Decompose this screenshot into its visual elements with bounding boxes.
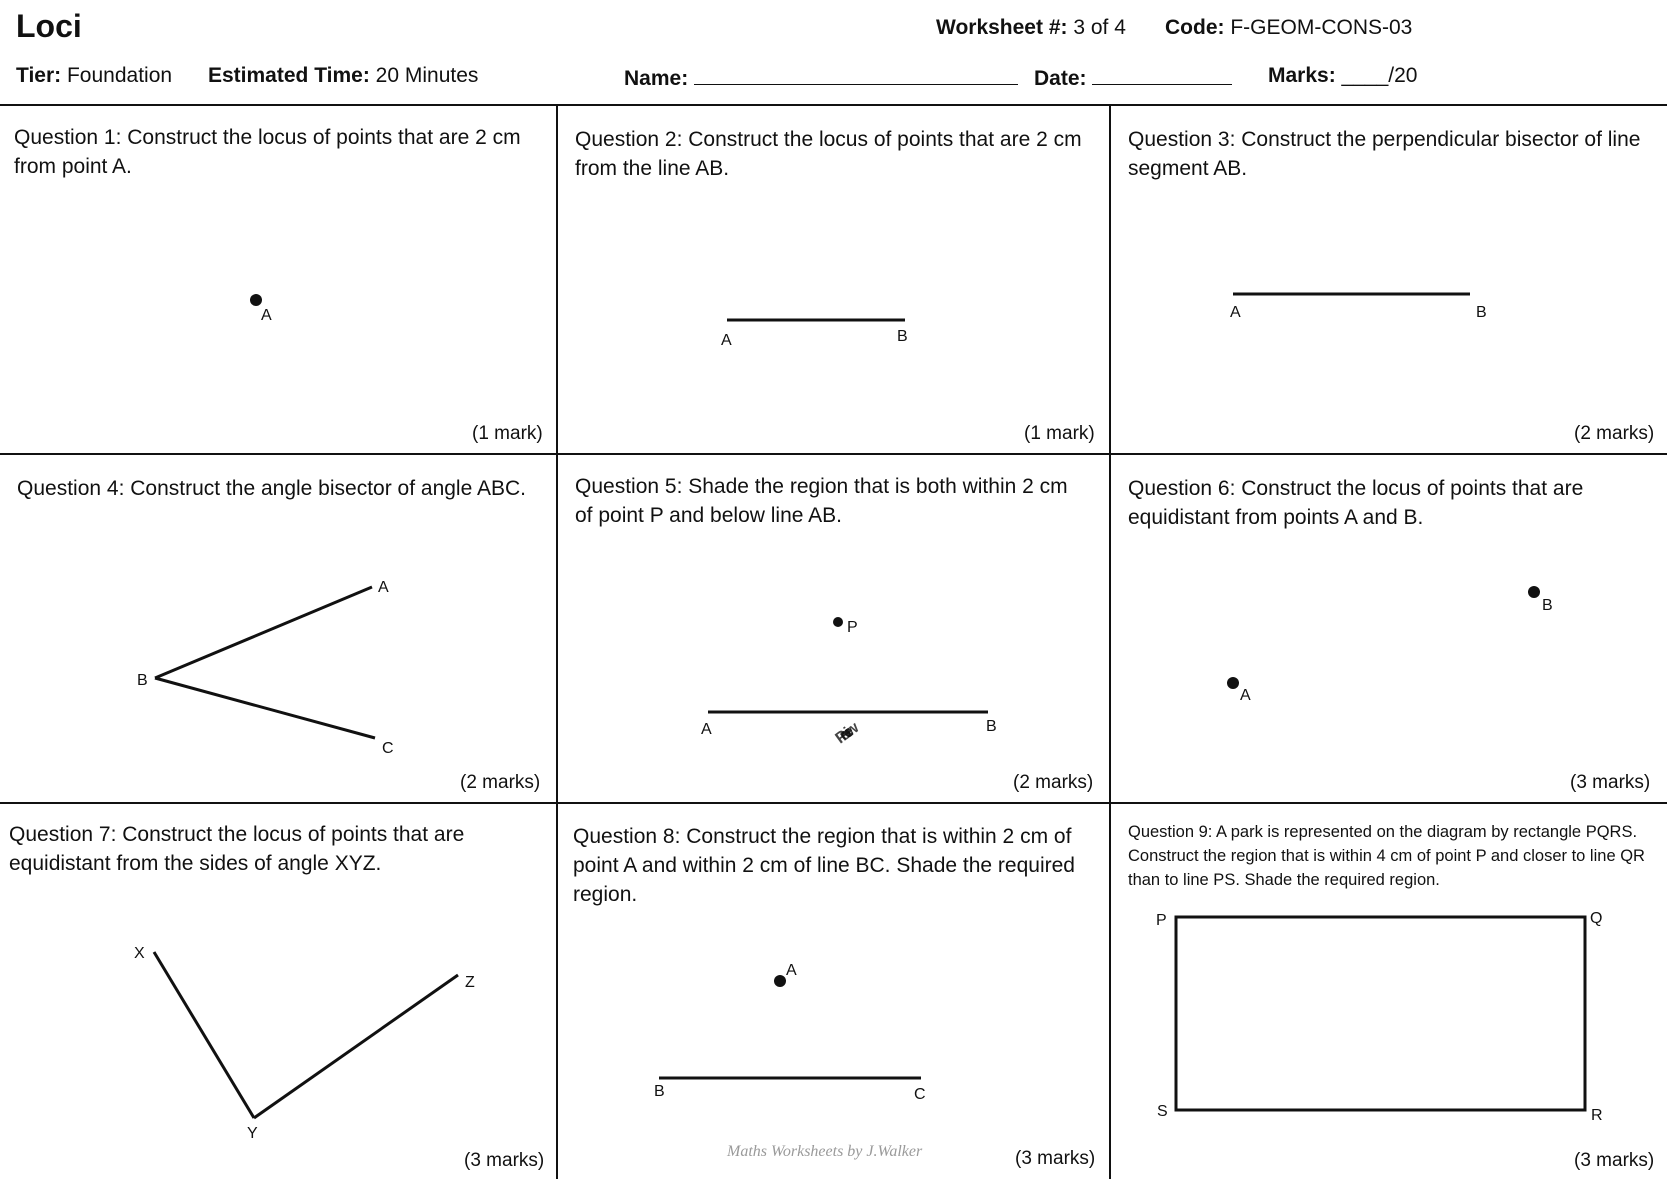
date-label: Date: [1034,67,1087,90]
point-label: B [1476,304,1487,321]
question-marks: (3 marks) [1574,1150,1655,1171]
point-label: C [914,1086,926,1103]
grid-line-col1 [556,104,558,1179]
point-a [1227,677,1239,689]
grid-line-top [0,104,1667,106]
point-label: Q [1590,910,1603,927]
point-label: R [1591,1107,1603,1124]
date-blank[interactable] [1092,64,1232,85]
worksheet-number-value: 3 of 4 [1073,16,1126,39]
question-text: Question 7: Construct the locus of points that are equidistant from the sides of angle XYZ. [9,823,465,875]
marks-field [1268,64,1417,88]
name-label: Name: [624,67,689,90]
question-text: Question 8: Construct the region that is within 2 cm of point A and within 2 cm of line BC. Shade the required region. [573,825,1075,906]
name-blank[interactable] [694,64,1018,85]
point-label: B [137,672,148,689]
point-label: P [847,619,858,636]
point-label: A [261,307,272,324]
question-text: Question 1: Construct the locus of points that are 2 cm from point A. [14,126,521,178]
point-p [833,617,843,627]
estimated-time-label: Estimated Time: [208,64,370,87]
ray-yx [154,952,254,1118]
grid-line-row1 [0,453,1667,455]
worksheet-number [936,16,1126,40]
point-label: B [1542,597,1553,614]
worksheet-number-label: Worksheet #: [936,16,1068,39]
question-marks: (3 marks) [464,1150,545,1171]
marks-value: ____/20 [1341,64,1418,87]
ray-bc [155,678,375,738]
date-field [1034,64,1232,91]
point-label: X [134,945,145,962]
watermark-text: Preview [832,722,858,748]
name-field [624,64,1018,91]
rectangle-pqrs [1176,917,1585,1110]
question-marks: (2 marks) [1574,423,1655,444]
point-label: A [786,962,797,979]
point-label: B [897,328,908,345]
point-label: Y [247,1125,258,1142]
question-marks: (2 marks) [460,772,541,793]
point-label: Z [465,974,475,991]
point-a [774,975,786,987]
point-label: A [1230,304,1241,321]
point-label: B [986,718,997,735]
question-text: Question 6: Construct the locus of points that are equidistant from points A and B. [1128,477,1584,529]
grid-line-col2 [1109,104,1111,1179]
point-label: C [382,740,394,757]
worksheet-title: Loci [16,8,82,44]
tier [16,64,172,88]
point-label: B [654,1083,665,1100]
point-label: S [1157,1103,1168,1120]
question-text: Question 2: Construct the locus of points that are 2 cm from the line AB. [575,128,1082,180]
ray-ba [155,587,372,678]
point-a [250,294,262,306]
worksheet-code [1165,16,1412,40]
question-marks: (1 mark) [1024,423,1095,444]
question-marks: (3 marks) [1570,772,1651,793]
estimated-time [208,64,478,88]
estimated-time-value: 20 Minutes [375,64,479,87]
grid-line-row2 [0,802,1667,804]
footer-credit: Maths Worksheets by J.Walker [727,1143,923,1160]
question-text: Question 4: Construct the angle bisector of angle ABC. [17,477,526,500]
question-text: Question 9: A park is represented on the diagram by rectangle PQRS. Construct the region that is within 4 cm of point P and closer to line QR than to line PS. Shade the required region. [1128,823,1645,889]
point-label: A [378,579,389,596]
tier-value: Foundation [66,64,173,87]
point-label: A [1240,687,1251,704]
question-marks: (1 mark) [472,423,543,444]
point-b [1528,586,1540,598]
point-label: A [701,721,712,738]
question-marks: (2 marks) [1013,772,1094,793]
question-marks: (3 marks) [1015,1148,1096,1169]
question-text: Question 3: Construct the perpendicular bisector of line segment AB. [1128,128,1641,180]
worksheet-code-value: F-GEOM-CONS-03 [1230,16,1413,39]
point-label: A [721,332,732,349]
tier-label: Tier: [16,64,62,87]
marks-label: Marks: [1268,64,1336,87]
question-text: Question 5: Shade the region that is both within 2 cm of point P and below line AB. [575,475,1068,527]
ray-yz [254,975,458,1118]
worksheet-code-label: Code: [1165,16,1225,39]
point-label: P [1156,912,1167,929]
